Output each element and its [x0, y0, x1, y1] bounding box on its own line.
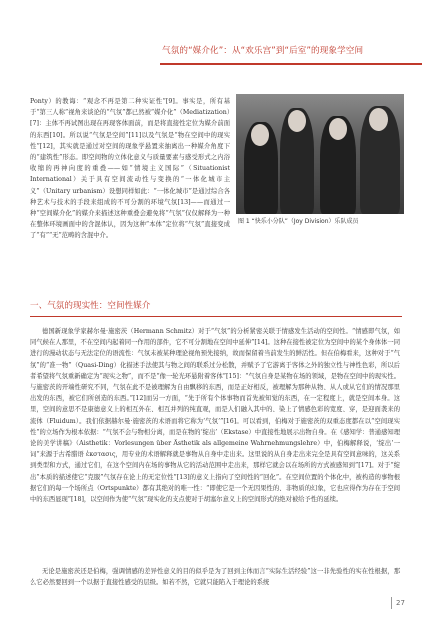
body-paragraph-1: Ponty）的教诲：“观念不再是第二种实证性”[9]。事实是，所有基于“第三人称”视角来谈论的“气氛”都已然被“媒介化”（Mediatization）[7]：主体不再试图出现在再现客体面前，而是将直接性定位为媒介前面的东西[10]。所以说“气氛是空间”[11]以及气氛是“物在空间中的现实性”[12]，其实就是通过对空间的现象学悬置来抽离出一种媒介角度下的“建筑性”形态。即空间物的立体化意义与质量要素与感受形式之内浴收缩的再神向度的重叠——如“情境主义国际”（Situationist International）关于具有空间流动性与变换的“一体化城市主义”（Unitary urbanism）设想同样如此：“一体化城市”是通过综合各种艺术与技术的手段来组成的不可分割的环境气氛[13]——而通过一种“空间媒介化”的媒介来描述这种重叠会避免将“气氛”仅仅解释为一种在整体环境画面中的含混体认，因为这种“本体”定位将“气氛”直接变成了“有”“无”范畴的含混中介。 — [30, 98, 230, 240]
figure-caption: 图 1 “快乐小分队”（Joy Division）乐队成员 — [238, 218, 359, 225]
band-photo — [236, 94, 404, 214]
body-paragraph-3: 无论是施密茨还是伯梅，强调情感的差异性意义的目的似乎是为了回到主体而言“实际生活经验”这一非先验性的实在性根据，那么它必然要回到一个以据于直接性感受的层级。如若不然，它就只能陷入于理论的系统 — [30, 568, 400, 587]
body-paragraph-2: 德国新现象学家赫尔曼·施密茨（Hermann Schmitz）对于“气氛”的分析紧密关联于情感发生活动的空间性。“情感即气氛，如同气候在人那里，不在空间内起着同一作用的部件，它不可分割地在空间中延伸”[14]。这种在接性被定位为空间中的某个身体体一同进行的漫动状态与无法定位的语流性：气氛未被某种理论视角预先接纳，故而保留着当前发生的鲜活性。但在伯梅看来，这种对于“气氛”的“准一物”（Quasi-Ding）化描述手法使其与物之间的联系过分松散，并赋予了它游离于客体之外的独立性与神性色彩，所以后者希望将气氛重新确定为“现实之物”，而不是“像一轮光环悬附着客体”[15]：“气氛自身是某物在场的领域，是物在空间中的现实性。与施密茨的开端性研究不同，气氛在此不是被理解为自由飘移的东西，而是正好相反，被理解为那种从物、从人或从它们的情况那里出发的东西，被它们所创造的东西。”[12]而另一方面，“先于所有个体事物而首先被知觉的东西，在一定程度上，就是空间本身。这里，空间的意思不是康德意义上的相互外在、相互并列的纯直观，而是人们融入其中的、染上了情感色彩的宽度、穿，是迎面袭来的流体（Fluidum）。我们依据赫尔曼·施密茨的术语而将它称为‘气氛’”[16]。可以看到，伯梅对于施密茨的双重态度都在以“空间现实性”的立场作为根本依据：“气氛不会与物相分离，而是在物的‘绽出’（Ekstase）中直接性地展示出物自身。在《感知学：普通感知理论的美学讲稿》（Aisthetik：Vorlesungen über Ästhetik als allgemeine Wahrnehmungslehre）中，伯梅解释说，‘绽出’一词“来源于古希腊语 ἐκστασις，用专业的术语解释就是事物从自身中走出来。这里说的从自身走出来完全是具有空间意味的，这关系到类型和方式，通过它们，在这个空间内在场的事物从它的活动范围中走出来，那样它就会以在场所的方式被感知到”[17]。对于“绽出”本质的描述使它“克服”气氛存在论上的无定位性”[13]的意义上指向了空间性的“回化”。在空间位置的个体化中，被构造的事物根据它们的每一个场所点（Ortspunkte）都有其绝对的唯一性：“即使它是一个无因果性的、非物质的幻象，它也应得作为存在于空间中的东西显现”[18]，以空间作为使“气氛”现实化的支点使对于胡塞尔意义上的空间形式的绝对被给予性的延续。 — [30, 328, 400, 504]
page-number-divider — [391, 597, 392, 609]
section-rule — [30, 316, 402, 317]
page-number: 27 — [396, 599, 405, 607]
running-header-title: 气氛的“媒介化”：从“欢乐宫”到“后室”的现象学空间 — [162, 46, 364, 56]
section-heading: 一、气氛的现实性：空间性媒介 — [30, 301, 151, 311]
header-rule — [160, 63, 422, 65]
